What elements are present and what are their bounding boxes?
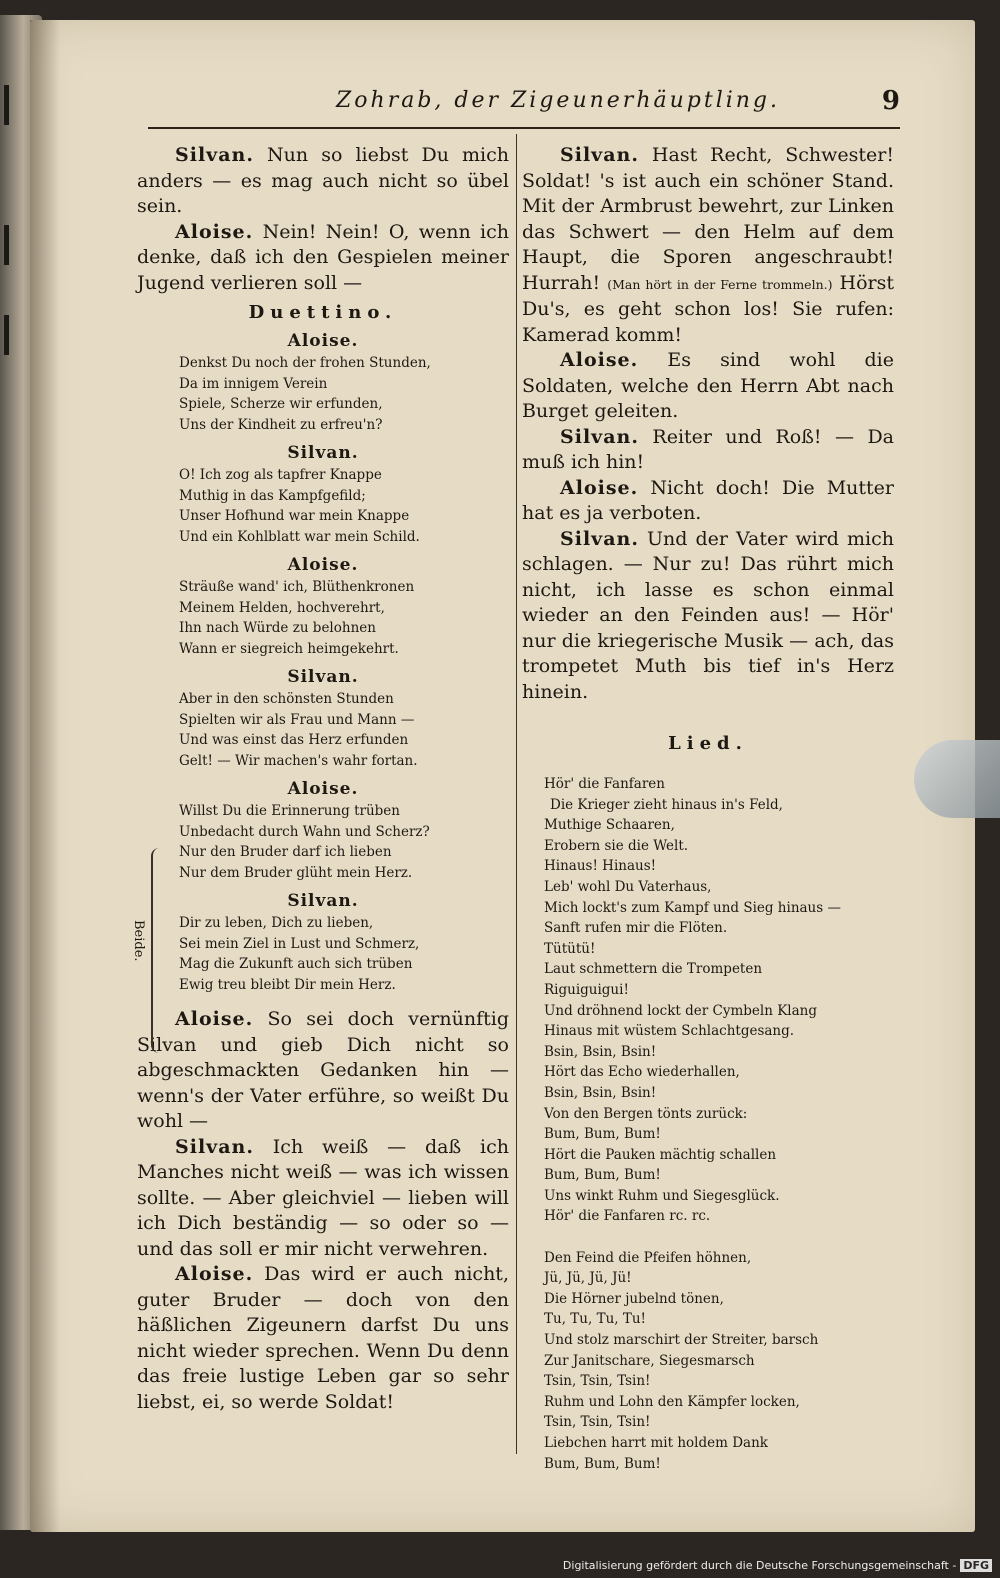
dialogue-paragraph — [522, 527, 894, 706]
credit-text: Digitalisierung gefördert durch die Deutsche Forschungsgemeinschaft - — [562, 1559, 957, 1572]
song-line: Laut schmettern die Trompeten — [544, 961, 763, 978]
verse-line: Mag die Zukunft auch sich trüben — [179, 956, 413, 972]
song-line: Tu, Tu, Tu, Tu! — [544, 1311, 646, 1328]
song-line: Erobern sie die Welt. — [544, 837, 689, 854]
verse-line: Unser Hofhund war mein Knappe — [179, 508, 410, 524]
verse-line: Meinem Helden, hochverehrt, — [179, 599, 385, 616]
song-line: Sanft rufen mir die Flöten. — [544, 920, 728, 937]
song-line: Den Feind die Pfeifen höhnen, — [544, 1249, 752, 1266]
song-line: Von den Bergen tönts zurück: — [544, 1105, 748, 1122]
speaker-name: Aloise. — [560, 349, 639, 371]
verse-speaker: Silvan. — [287, 667, 359, 687]
song-line: Bum, Bum, Bum! — [544, 1455, 661, 1472]
dialogue-paragraph — [522, 476, 894, 527]
spine-shadow — [30, 20, 60, 1532]
dialogue-paragraph — [137, 1262, 509, 1415]
verse-line: Aber in den schönsten Stunden — [179, 691, 394, 707]
dialogue-text: Nicht doch! Die Mutter hat es ja verboten. — [522, 476, 895, 524]
song-line: Hör' die Fanfaren — [544, 776, 665, 792]
duettino-heading: Duettino. — [248, 302, 398, 323]
verse-stanza — [137, 465, 509, 547]
verse-line: Spiele, Scherze wir erfunden, — [179, 396, 383, 412]
song-line: Hinaus mit wüstem Schlachtgesang. — [544, 1023, 795, 1040]
verse-line: Spielten wir als Frau und Mann — — [179, 711, 415, 728]
left-column — [137, 143, 509, 1415]
verse-line: Dir zu leben, Dich zu lieben, — [179, 915, 374, 931]
lied-heading: Lied. — [668, 733, 748, 754]
verse-speaker: Aloise. — [287, 779, 359, 799]
dialogue-text: Nein! Nein! O, wenn ich denke, daß ich den Gespielen meiner Jugend verlieren soll — — [137, 220, 510, 294]
verse-line: Nur den Bruder darf ich lieben — [179, 844, 392, 860]
song-line: Ruhm und Lohn den Kämpfer locken, — [544, 1393, 800, 1410]
verse-line: Sträuße wand' ich, Blüthenkronen — [179, 579, 415, 595]
verse-line: Unbedacht durch Wahn und Scherz? — [179, 823, 430, 840]
song-line: Tsin, Tsin, Tsin! — [544, 1373, 651, 1390]
running-title: Zohrab, der Zigeunerhäuptling. — [336, 88, 781, 113]
dialogue-paragraph — [522, 143, 894, 348]
verse-line: Gelt! — Wir machen's wahr fortan. — [179, 752, 418, 769]
speaker-name: Aloise. — [175, 1263, 254, 1285]
song-line: Mich lockt's zum Kampf und Sieg hinaus — — [544, 899, 841, 916]
verse-speaker: Silvan. — [287, 443, 359, 463]
verse-line: Willst Du die Erinnerung trüben — [179, 803, 400, 819]
dialogue-text: Nun so liebst Du mich anders — es mag auch nicht so übel sein. — [137, 144, 509, 217]
speaker-name: Aloise. — [560, 476, 639, 499]
verse-line: Uns der Kindheit zu erfreu'n? — [179, 416, 383, 433]
song-line: Bum, Bum, Bum! — [544, 1167, 661, 1184]
song-line: Die Hörner jubelnd tönen, — [544, 1290, 724, 1307]
song-line: Bum, Bum, Bum! — [544, 1126, 661, 1143]
side-label-beide: Beide. — [131, 920, 146, 962]
verse-stanza — [137, 801, 509, 883]
song-line: Tütütü! — [544, 940, 596, 957]
verse-line: Nur dem Bruder glüht mein Herz. — [179, 864, 413, 881]
running-header — [150, 86, 900, 124]
speaker-name: Silvan. — [560, 527, 639, 550]
page-number: 9 — [881, 86, 900, 116]
dialogue-text: Es sind wohl die Soldaten, welche den Herrn Abt nach Burget geleiten. — [522, 349, 894, 422]
dialogue-text: So sei doch vernünftig Silvan und gieb Dich nicht so abgeschmackten Gedanken hin — wenn's der Vater erführe, so weißt Du wohl — — [137, 1008, 509, 1132]
dialogue-paragraph — [522, 425, 894, 476]
dialogue-text: Das wird er auch nicht, guter Bruder — doch von den häßlichen Zigeunern darfst Du uns nicht wieder sprechen. Wenn Du denn das freie lustige Leben gar so sehr liebst, ei, so werde Soldat! — [137, 1263, 509, 1413]
verse-line: Muthig in das Kampfgefild; — [179, 487, 366, 504]
dfg-logo: DFG — [960, 1559, 992, 1572]
dialogue-paragraph — [522, 348, 894, 425]
verse-speaker: Aloise. — [287, 331, 359, 351]
dialogue-text: Ich weiß — daß ich Manches nicht weiß — was ich wissen sollte. — Aber gleichviel — lieben will ich Dich beständig — so oder so — und das soll er mir nicht verwehren. — [137, 1135, 509, 1260]
verse-stanza — [137, 577, 509, 659]
verse-line: Und ein Kohlblatt war mein Schild. — [179, 528, 420, 545]
verse-line: Da im innigem Verein — [179, 375, 328, 392]
song-line: Hört die Pauken mächtig schallen — [544, 1146, 777, 1163]
song-line: Die Krieger zieht hinaus in's Feld, — [550, 796, 783, 813]
song-line: Bsin, Bsin, Bsin! — [544, 1043, 657, 1060]
song-line: Riguiguigui! — [544, 981, 629, 998]
song-line: Zur Janitschare, Siegesmarsch — [544, 1352, 755, 1369]
song-line: Und stolz marschirt der Streiter, barsch — [544, 1332, 819, 1349]
verse-stanza — [137, 913, 509, 995]
dialogue-text: Hast Recht, Schwester! Soldat! 's ist auch ein schöner Stand. Mit der Armbrust bewehrt, zur Linken das Schwert — den Helm auf dem Haupt, die Sporen angeschraubt! Hurrah! — [522, 144, 894, 294]
right-column — [522, 143, 894, 1474]
column-divider — [516, 134, 517, 1454]
speaker-name: Aloise. — [175, 220, 254, 243]
page-clip — [914, 740, 1000, 818]
song-line: Tsin, Tsin, Tsin! — [544, 1414, 651, 1431]
song-line: Hinaus! Hinaus! — [544, 858, 657, 875]
song-lyrics — [522, 774, 894, 1474]
verse-line: Ewig treu bleibt Dir mein Herz. — [179, 976, 396, 993]
dialogue-paragraph — [137, 143, 509, 220]
song-line: Leb' wohl Du Vaterhaus, — [544, 878, 712, 895]
speaker-name: Silvan. — [175, 144, 254, 166]
song-line: Jü, Jü, Jü, Jü! — [544, 1270, 632, 1287]
dialogue-paragraph — [137, 1007, 509, 1135]
dialogue-text: Hörst Du's, es geht schon los! Sie rufen: Kamerad komm! — [522, 271, 894, 346]
header-rule — [148, 127, 900, 129]
speaker-name: Silvan. — [560, 144, 639, 166]
verse-brace — [151, 848, 167, 1053]
speaker-name: Silvan. — [175, 1135, 254, 1158]
verse-line: O! Ich zog als tapfrer Knappe — [179, 467, 382, 483]
verse-line: Wann er siegreich heimgekehrt. — [179, 640, 399, 657]
song-line: Liebchen harrt mit holdem Dank — [544, 1435, 768, 1451]
song-line — [544, 1227, 894, 1248]
dialogue-text: Und der Vater wird mich schlagen. — Nur zu! Das rührt mich nicht, ich lasse es schon einmal wieder an den Feinden aus! — Hör' nur die kriegerische Musik — ach, das trompetet Muth bis tief in's Herz hinein. — [522, 527, 894, 703]
song-line: Und dröhnend lockt der Cymbeln Klang — [544, 1002, 817, 1019]
verse-line: Und was einst das Herz erfunden — [179, 732, 409, 748]
dialogue-paragraph — [137, 220, 509, 297]
digitization-credit — [563, 1559, 992, 1572]
verse-speaker: Aloise. — [287, 555, 359, 575]
verse-line: Ihn nach Würde zu belohnen — [179, 620, 376, 636]
verse-speaker: Silvan. — [287, 891, 359, 911]
verse-stanza — [137, 353, 509, 435]
song-line: Hör' die Fanfaren rc. rc. — [544, 1208, 711, 1225]
dialogue-text: Reiter und Roß! — Da muß ich hin! — [522, 425, 895, 473]
verse-line: Sei mein Ziel in Lust und Schmerz, — [179, 935, 420, 952]
dialogue-paragraph — [137, 1135, 509, 1263]
song-line: Bsin, Bsin, Bsin! — [544, 1084, 657, 1101]
verse-line: Denkst Du noch der frohen Stunden, — [179, 355, 431, 371]
song-line: Uns winkt Ruhm und Siegesglück. — [544, 1187, 780, 1204]
stage-direction: (Man hört in der Ferne trommeln.) — [607, 276, 833, 292]
song-line: Hört das Echo wiederhallen, — [544, 1064, 740, 1081]
speaker-name: Silvan. — [560, 425, 639, 448]
verse-stanza — [137, 689, 509, 771]
song-line: Muthige Schaaren, — [544, 817, 675, 834]
speaker-name: Aloise. — [175, 1008, 254, 1030]
